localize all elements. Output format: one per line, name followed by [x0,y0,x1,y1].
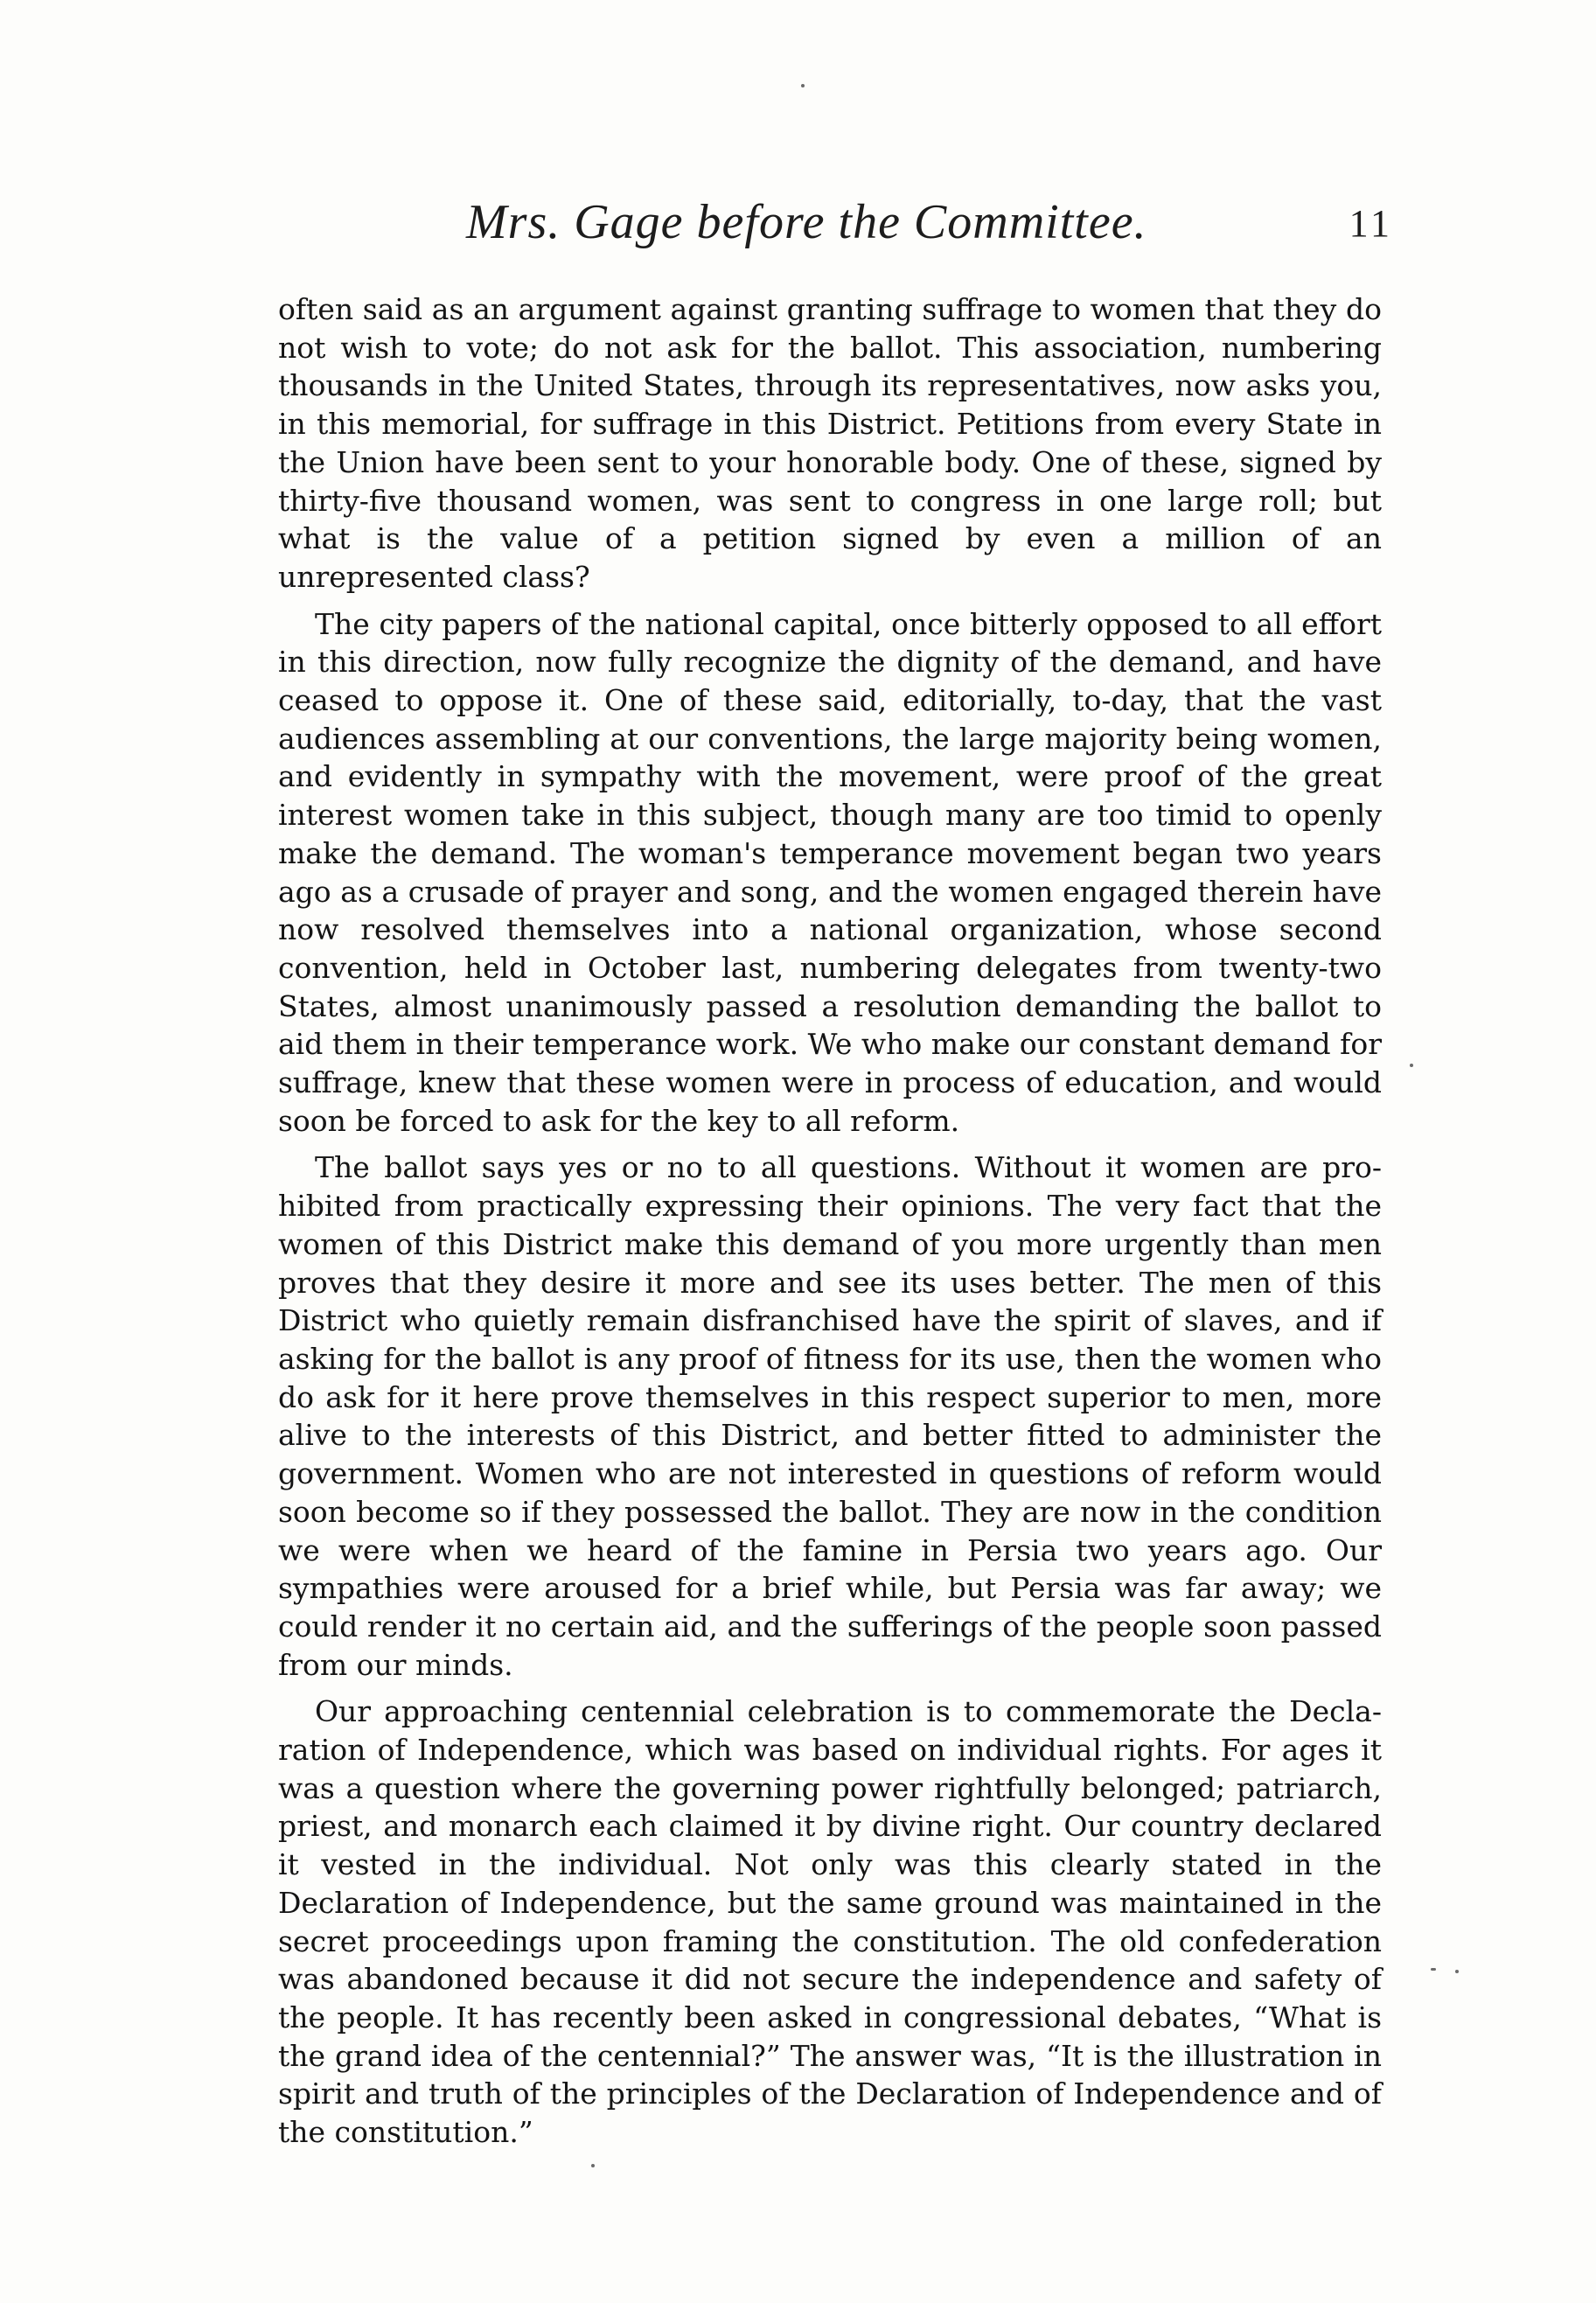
body-text [278,290,1382,2160]
ink-speck [801,84,805,87]
ink-speck [1410,1064,1413,1067]
ink-speck [1431,1968,1436,1971]
paragraph: often said as an argument against granting suffrage to women that they do not wish to vote; do not ask for the ballot. This association, numbering thousands in the United States, through its representatives, now asks you, in this memorial, for suffrage in this District. Petitions from every State in the Union have been sent to your honorable body. One of these, signed by thirty-five thousand women, was sent to congress in one large roll; but what is the value of a petition signed by even a million of an unrepresented class? [278,292,1382,594]
page-number: 11 [1349,202,1393,245]
running-title: Mrs. Gage before the Committee. [466,195,1147,249]
paragraph: Our approaching centennial celebration is to commemorate the Declaration of Independence, which was based on individual rights. For ages it was a question where the governing power rightfully belonged; patriarch, priest, and monarch each claimed it by divine right. Our country declared it vested in the individual. Not only was this clearly stated in the Declaration of Independence, but the same ground was maintained in the secret proceedings upon framing the constitution. The old confederation was abandoned because it did not secure the independence and safety of the people. It has recently been asked in congressional debates, “What is the grand idea of the centennial?” The answer was, “It is the illustration in spirit and truth of the principles of the Declaration of Independence and of the constitution.” [278,1694,1382,2150]
running-head [278,194,1393,255]
paragraph: The ballot says yes or no to all questions. Without it women are prohibited from practically expressing their opinions. The very fact that the women of this District make this demand of you more urgently than men proves that they desire it more and see its uses better. The men of this District who quietly remain disfranchised have the spirit of slaves, and if asking for the ballot is any proof of fitness for its use, then the women who do ask for it here prove themselves in this respect superior to men, more alive to the interests of this District, and better fitted to administer the government. Women who are not interested in questions of reform would soon become so if they possessed the ballot. They are now in the condition we were when we heard of the famine in Persia two years ago. Our sympathies were aroused for a brief while, but Persia was far away; we could render it no certain aid, and the sufferings of the people soon passed from our minds. [278,1150,1382,1682]
paragraph: The city papers of the national capital, once bitterly opposed to all effort in this direction, now fully recognize the dignity of the demand, and have ceased to oppose it. One of these said, editorially, to-day, that the vast audiences assembling at our conventions, the large majority being women, and evidently in sympathy with the movement, were proof of the great interest women take in this subject, though many are too timid to openly make the demand. The woman's temperance movement began two years ago as a crusade of prayer and song, and the women engaged therein have now resolved themselves into a national organization, whose second convention, held in October last, numbering delegates from twenty-two States, almost unanimously passed a resolution demanding the ballot to aid them in their temperance work. We who make our constant demand for suffrage, knew that these women were in process of education, and would soon be forced to ask for the key to all reform. [278,606,1382,1138]
ink-speck [591,2164,595,2167]
ink-speck [1455,1970,1459,1973]
